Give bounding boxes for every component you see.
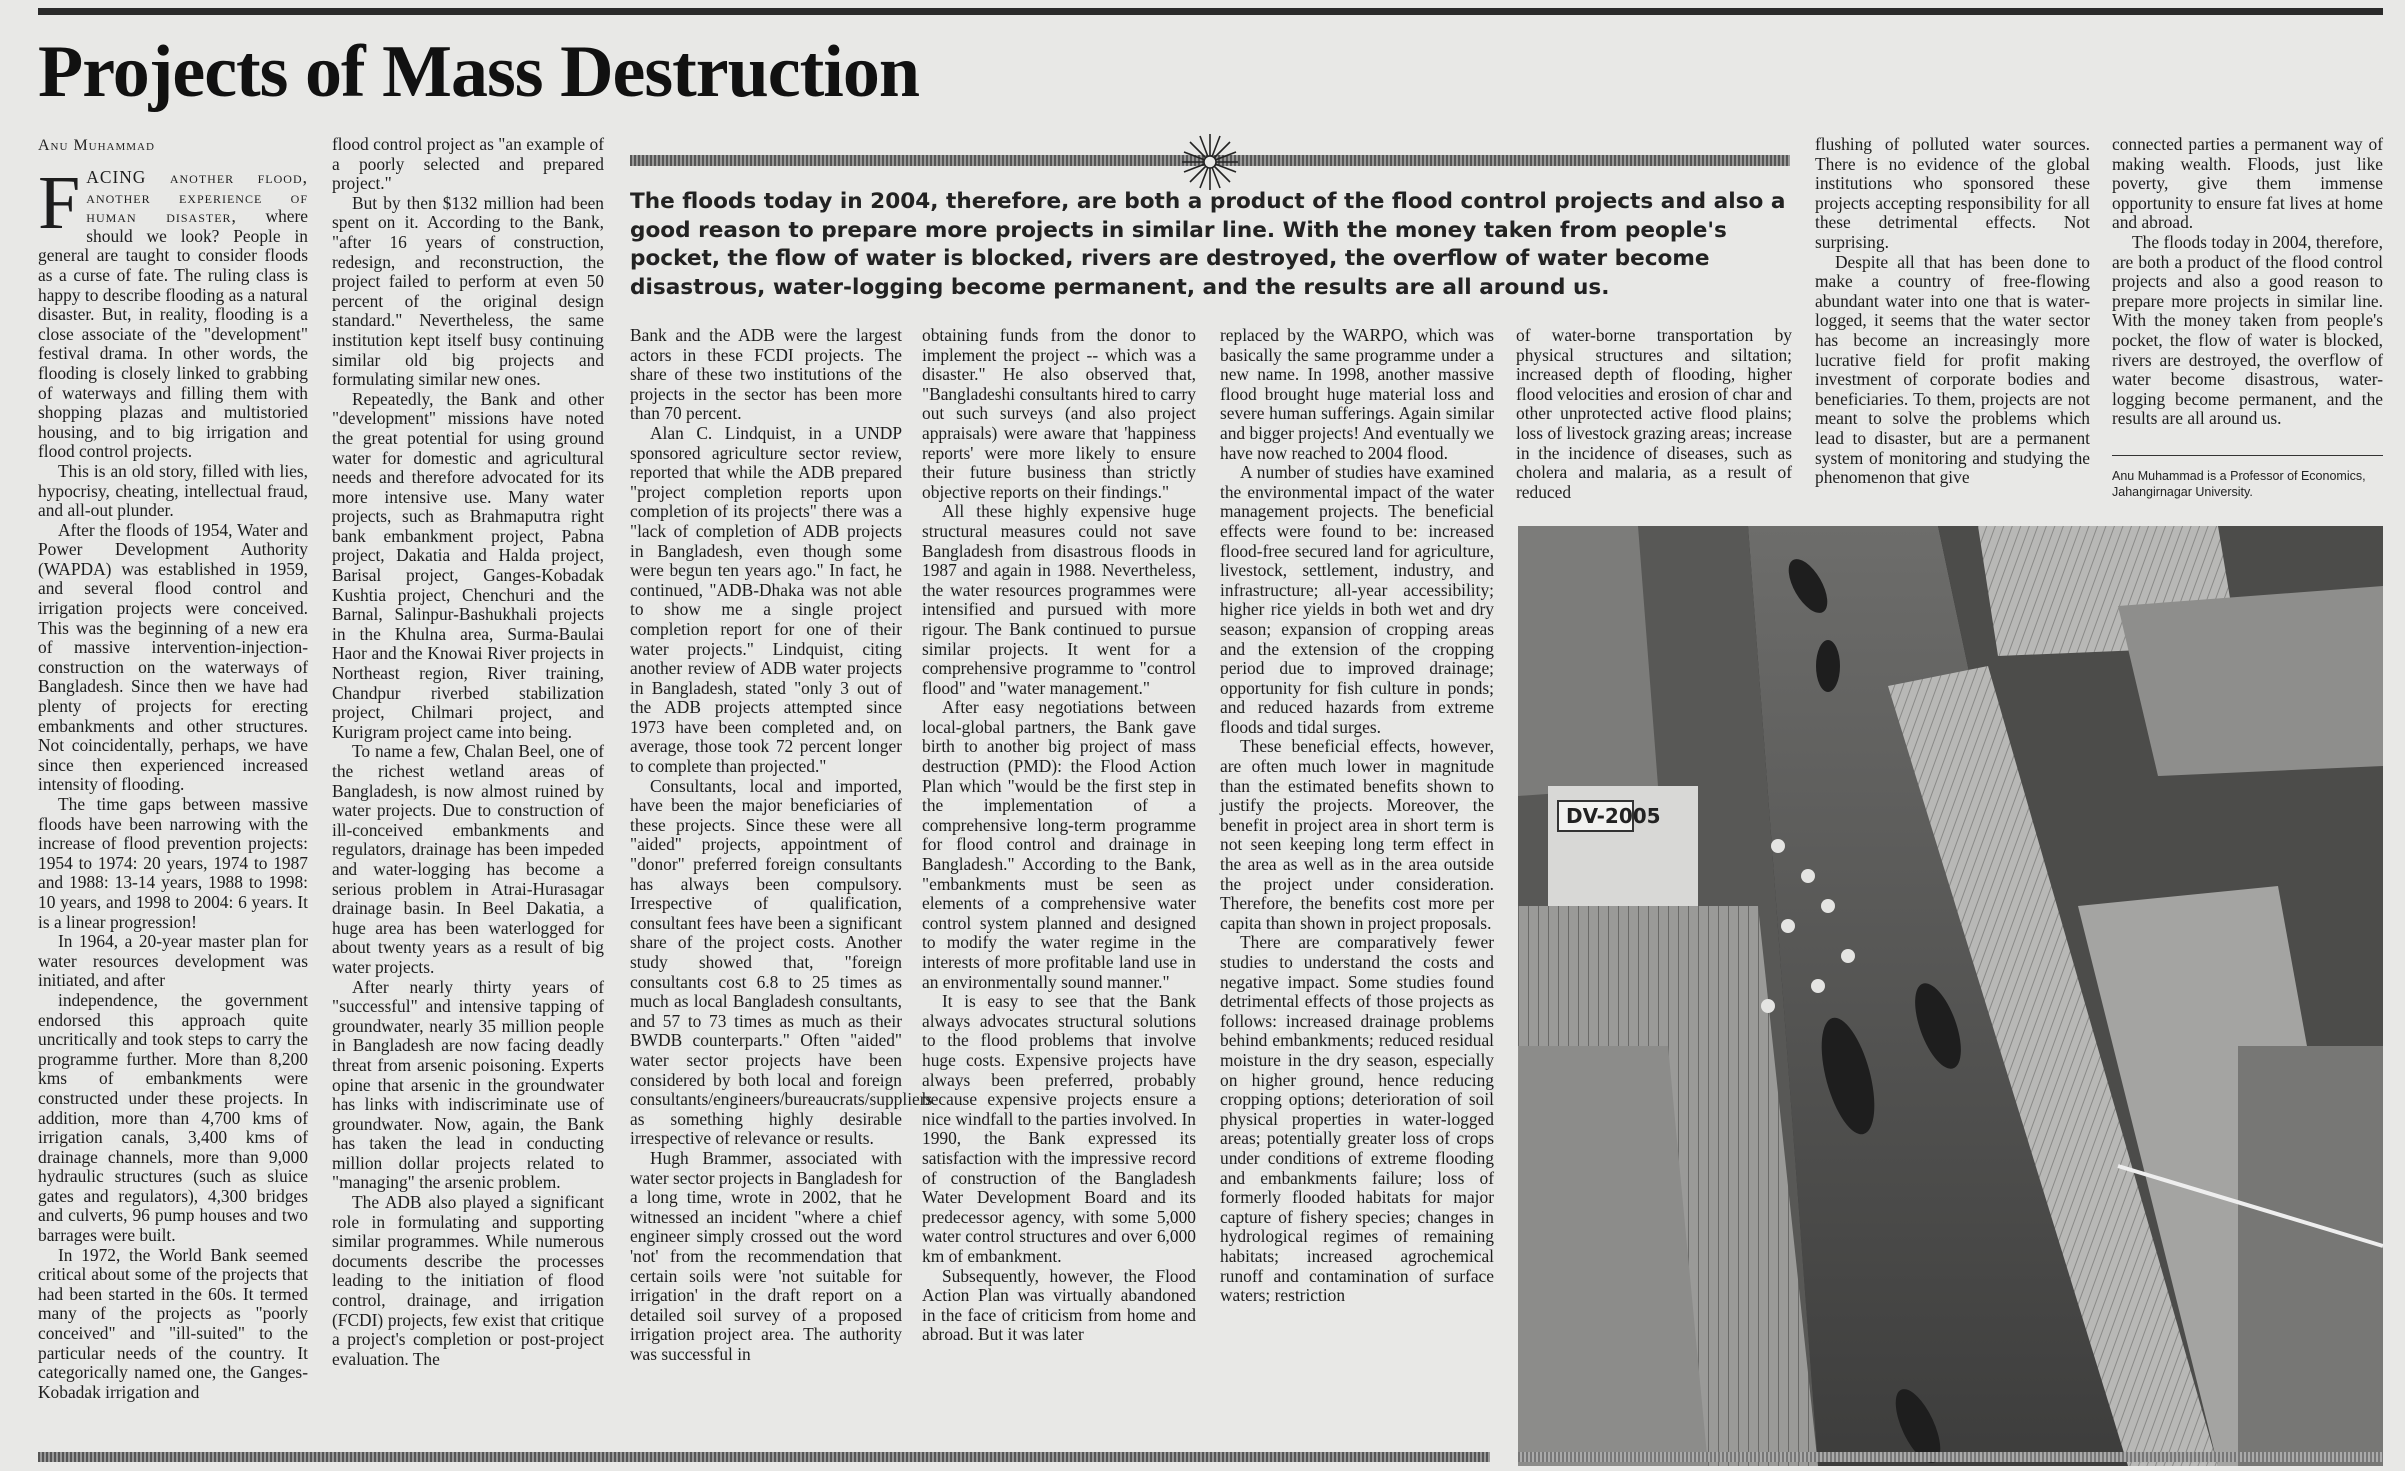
paragraph: Subsequently, however, the Flood Action Plan was virtually abandoned in the face of criticism from home and abroad. But it was later: [922, 1265, 1196, 1345]
paragraph: Bank and the ADB were the largest actors in these FCDI projects. The share of these two institutions of the projects in the sector has been more than 70 percent.: [630, 325, 902, 424]
paragraph: obtaining funds from the donor to implement the project -- which was a disaster." He also observed that, "Bangladeshi consultants hired to carry out such surveys (and also project appraisals) were aware that 'happiness reports' were more likely to ensure their future business than strictly objective reports on their findings.": [922, 325, 1196, 502]
paragraph: replaced by the WARPO, which was basically the same programme under a new name. In 1998, another massive flood brought huge material loss and severe human sufferings. Again similar and bigger projects! And eventually we have now reached to 2004 flood.: [1220, 325, 1494, 463]
top-rule: [38, 8, 2383, 15]
paragraph: Hugh Brammer, associated with water sector projects in Bangladesh for a long time, wrote in 2002, that he witnessed an incident "where a chief engineer simply crossed out the word 'not' from the recommendation that certain soils were 'not suitable for irrigation' in the draft report on a detailed soil survey of a proposed irrigation project area. The authority was successful in: [630, 1147, 902, 1364]
paragraph: These beneficial effects, however, are often much lower in magnitude than the estimated benefits shown to justify the projects. Moreover, the benefit in project area in short term is not seen keeping long term effect in the area as well as in the area outside the project under consideration. Therefore, the benefits cost more per capita than shown in project proposals.: [1220, 736, 1494, 933]
drop-cap: F: [38, 161, 81, 245]
article-column-1: [38, 161, 308, 1430]
flood-photo-illustration: [1518, 526, 2383, 1466]
flood-photo: [1518, 526, 2383, 1466]
paragraph: To name a few, Chalan Beel, one of the richest wetland areas of Bangladesh, is now almost ruined by water projects. Due to construction of ill-conceived embankments and regulators, drainage has been impeded and water-logging has become a serious problem in Atrai-Hurasagar drainage basin. In Beel Dakatia, a huge area has been waterlogged for about twenty years as a result of big water projects.: [332, 741, 604, 977]
paragraph: After nearly thirty years of "successful" and intensive tapping of groundwater, nearly 35 million people in Bangladesh are now facing deadly threat from arsenic poisoning. Experts opine that arsenic in the groundwater has links with indiscriminate use of groundwater. Now, again, the Bank has taken the lead in conducting million dollar projects related to "managing" the arsenic problem.: [332, 976, 604, 1193]
byline: Anu Muhammad: [38, 137, 155, 154]
paragraph: Repeatedly, the Bank and other "development" missions have noted the great potential for using ground water for domestic and agricultural needs and therefore advocated for its more intensive use. Many water projects, such as Brahmaputra right bank embankment project, Pabna project, Dakatia and Halda project, Barisal project, Ganges-Kobadak Kushtia project, Chenchuri and the Barnal, Salinpur-Bashukhali projects in the Khulna area, Surma-Baulai Haor and the Knowai River projects in Northeast region, River training, Chandpur riverbed stabilization project, Chilmari project, and Kurigram project came into being.: [332, 388, 604, 742]
bottom-rule: [38, 1452, 1490, 1462]
article-column-4: [922, 326, 1196, 1430]
article-column-6: [1516, 326, 1792, 506]
pull-quote: The floods today in 2004, therefore, are both a product of the flood control projects and also a good reason to prepare more projects in similar line. With the money taken from people's pocket, the flow of water is blocked, rivers are destroyed, the overflow of water become disastrous, water-logging become permanent, and the results are all around us.: [630, 189, 1786, 300]
paragraph: This is an old story, filled with lies, hypocrisy, cheating, intellectual fraud, and all-out plunder.: [38, 460, 308, 521]
article-column-8: [2112, 135, 2383, 435]
paragraph: But by then $132 million had been spent on it. According to the Bank, "after 16 years of construction, redesign, and reconstruction, the project failed to perform at even 50 percent of the original design standard." Nevertheless, the same institution kept itself busy continuing similar old big projects and formulating similar new ones.: [332, 192, 604, 390]
paragraph: It is easy to see that the Bank always advocates structural solutions to the flood problems that involve huge costs. Expensive projects have always been preferred, probably because expensive projects ensure a nice windfall to the parties involved. In 1990, the Bank expressed its satisfaction with the impressive record of construction of the Bangladesh Water Development Board and its predecessor agency, with some 5,000 water control structures and over 6,000 km of embankment.: [922, 991, 1196, 1266]
paragraph: connected parties a permanent way of making wealth. Floods, just like poverty, give them immense opportunity to ensure fat lives at home and abroad.: [2112, 134, 2383, 233]
headline: Projects of Mass Destruction: [38, 31, 919, 113]
paragraph: Despite all that has been done to make a country of free-flowing abundant water into one that is water-logged, it seems that the water sector has become an increasingly more lucrative field for profit making investment of corporate bodies and beneficiaries. To them, projects are not meant to solve the problems which lead to disaster, but are a permanent system of monitoring and studying the phenomenon that give: [1815, 251, 2090, 488]
paragraph: In 1964, a 20-year master plan for water resources development was initiated, and after: [38, 931, 308, 991]
photo-sign: DV-2005: [1566, 804, 1661, 828]
lead-caps: ACING another flood, another experience of human disaster,: [86, 167, 308, 227]
article-column-2: [332, 135, 604, 1430]
paragraph: After easy negotiations between local-global partners, the Bank gave birth to another big project of mass destruction (PMD): the Flood Action Plan which "would be the first step in the implementation of a comprehensive long-term programme for flood control and drainage in Bangladesh." According to the Bank, "embankments must be seen as elements of a comprehensive water control system planned and designed to modify the water regime in the interests of more profitable land use in an environmentally sound manner.": [922, 697, 1196, 992]
paragraph: Consultants, local and imported, have been the major beneficiaries of these projects. Since these were all "aided" projects, appointment of "donor" preferred foreign consultants has always been compulsory. Irrespective of qualification, consultant fees have been a significant share of the project costs. Another study showed that, "foreign consultants cost 6.8 to 25 times as much as local Bangladesh consultants, and 57 to 73 times as much as their BWDB counterparts." Often "aided" water sector projects have been considered by both local and foreign consultants/engineers/bureaucrats/suppliers as something highly desirable irrespective of relevance or results.: [630, 775, 933, 1149]
paragraph: All these highly expensive huge structural measures could not save Bangladesh from disastrous floods in 1987 and again in 1988. Nevertheless, the water resources programmes were intensified and pursued with more rigour. The Bank continued to pursue similar projects. It went for a comprehensive programme to "control flood" and "water management.": [922, 501, 1196, 698]
article-column-5: [1220, 326, 1494, 1430]
author-note: Anu Muhammad is a Professor of Economics, Jahangirnagar University.: [2112, 469, 2366, 499]
paragraph: Alan C. Lindquist, in a UNDP sponsored agriculture sector review, reported that while the ADB prepared "project completion reports upon completion of its projects" there was a "lack of completion of ADB projects in Bangladesh, even though some were begun ten years ago." In fact, he continued, "ADB-Dhaka was not able to show me a single project completion report for one of their water projects." Lindquist, citing another review of ADB water projects in Bangladesh, stated "only 3 out of the ADB projects attempted since 1973 have been completed and, on average, those took 72 percent longer to complete than projected.": [630, 422, 902, 777]
article-column-7: [1815, 135, 2090, 505]
bleed-through-ghost: [1290, 26, 1321, 129]
paragraph: The floods today in 2004, therefore, are both a product of the flood control projects and also a good reason to prepare more projects in similar line. With the money taken from people's pocket, the flow of water is blocked, rivers are destroyed, the overflow of water become disastrous, water-logging become permanent, and the results are all around us.: [2112, 231, 2383, 429]
paragraph: of water-borne transportation by physical structures and siltation; increased depth of flooding, higher flood velocities and erosion of char and other unprotected active flood plains; loss of livestock grazing areas; increase in the incidence of diseases, such as cholera and malaria, as a result of reduced: [1516, 325, 1792, 502]
bottom-rule-right: [1518, 1452, 2383, 1462]
paragraph: flood control project as "an example of a poorly selected and prepared project.": [332, 134, 604, 194]
starburst-icon: [1178, 132, 1242, 192]
paragraph: The time gaps between massive floods have been narrowing with the increase of flood prevention projects: 1954 to 1974: 20 years, 1974 to 1987 and 1988: 13-14 years, 1988 to 1998: 10 years, and 1998 to 2004: 6 years. It is a linear progression!: [38, 794, 308, 932]
lead-paragraph: [38, 161, 308, 462]
paragraph: independence, the government endorsed this approach quite uncritically and took steps to carry the programme further. More than 8,200 kms of embankments were constructed under these projects. In addition, more than 4,700 kms of irrigation canals, 3,400 kms of drainage channels, more than 9,000 hydraulic structures (such as sluice gates and regulators), 4,300 bridges and culverts, 96 pump houses and two barrages were built.: [38, 989, 308, 1246]
paragraph: The ADB also played a significant role in formulating and supporting similar programmes. While numerous documents describe the processes leading to the initiation of flood control, drainage, and irrigation (FCDI) projects, few exist that critique a project's completion or post-project evaluation. The: [332, 1192, 604, 1369]
paragraph: After the floods of 1954, Water and Power Development Authority (WAPDA) was established in 1959, and several flood control and irrigation projects were conceived. This was the beginning of a new era of massive intervention-injection-construction on the waterways of Bangladesh. Since then we have had plenty of projects for erecting embankments and other structures. Not coincidentally, perhaps, we have since then experienced increased intensity of flooding.: [38, 519, 308, 795]
article-column-3: [630, 325, 933, 1430]
lead-text: where should we look? People in general are taught to consider floods as a curse of fate. The ruling class is happy to describe flooding as a natural disaster. But, in reality, flooding is a close associate of the "development" festival drama. In other words, the flooding is closely linked to grabbing of waterways and filling them with shopping plazas and multistoried housing, and to big irrigation and flood control projects.: [38, 206, 308, 462]
paragraph: There are comparatively fewer studies to understand the costs and negative impact. Some studies found detrimental effects of those projects as follows: increased drainage problems behind embankments; reduced residual moisture in the dry season, especially on higher ground, hence reducing cropping options; deterioration of soil physical properties in water-logged areas; potentially greater loss of crops under conditions of extreme flooding and embankments failure; loss of formerly flooded habitats for major capture of fishery species; changes in hydrological regimes of remaining habitats; increased agrochemical runoff and contamination of surface waters; restriction: [1220, 932, 1494, 1306]
paragraph: flushing of polluted water sources. There is no evidence of the global institutions who sponsored these projects accepting responsibility for all these detrimental effects. Not surprising.: [1815, 134, 2090, 252]
paragraph: A number of studies have examined the environmental impact of the water management projects. The beneficial effects were found to be: increased flood-free secured land for agriculture, livestock, settlement, industry, and infrastructure; all-year accessibility; higher rice yields in both wet and dry season; expansion of cropping areas and the extension of the cropping period due to improved drainage; opportunity for fish culture in ponds; and reduced hazards from extreme floods and tidal surges.: [1220, 462, 1494, 737]
paragraph: In 1972, the World Bank seemed critical about some of the projects that had been started in the 60s. It termed many of the projects as "poorly conceived" and "ill-suited" to the particular needs of the country. It categorically named one, the Ganges-Kobadak irrigation and: [38, 1244, 308, 1402]
author-rule: [2112, 455, 2383, 456]
